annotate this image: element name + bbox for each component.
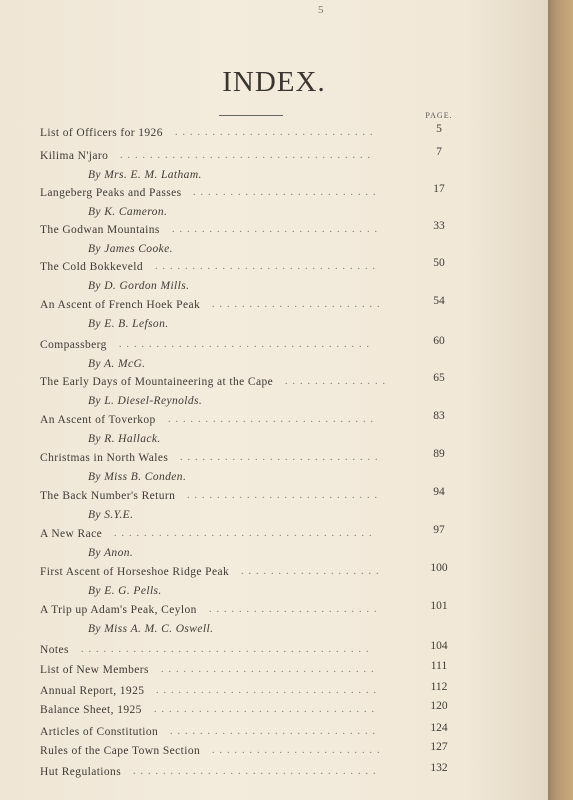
leader-dots: ................................... xyxy=(114,528,377,539)
leader-dots: ........................... xyxy=(175,127,378,138)
entry-author: By Miss A. M. C. Oswell. xyxy=(88,623,214,635)
entry-title: An Ascent of Toverkop xyxy=(40,414,156,426)
leader-dots: ....................... xyxy=(212,299,385,310)
leader-dots: .............................. xyxy=(155,261,380,272)
entry-title: Kilima N'jaro xyxy=(40,150,109,162)
entry-page-number: 7 xyxy=(436,146,442,158)
entry-title: A New Race xyxy=(40,528,103,540)
entry-page-number: 94 xyxy=(433,486,445,498)
entry-page-number: 127 xyxy=(430,741,448,753)
entry-title: Rules of the Cape Town Section xyxy=(40,745,201,757)
entry-author: By James Cooke. xyxy=(88,243,173,255)
entry-title: First Ascent of Horseshoe Ridge Peak xyxy=(40,566,230,578)
leader-dots: ............................. xyxy=(161,664,379,675)
entry-title: A Trip up Adam's Peak, Ceylon xyxy=(40,604,197,616)
entry-page-number: 54 xyxy=(433,295,445,307)
entry-title: List of Officers for 1926 xyxy=(40,127,163,139)
entry-title: Notes xyxy=(40,644,69,656)
entry-page-number: 60 xyxy=(433,335,445,347)
entry-author: By S.Y.E. xyxy=(88,509,134,521)
page-title: INDEX. xyxy=(222,66,326,98)
folio-number: 5 xyxy=(318,4,324,16)
entry-author: By R. Hallack. xyxy=(88,433,161,445)
leader-dots: .............................. xyxy=(154,704,379,715)
entry-title: Langeberg Peaks and Passes xyxy=(40,187,182,199)
entry-page-number: 132 xyxy=(430,762,448,774)
leader-dots: .................................. xyxy=(120,150,375,161)
leader-dots: ....................... xyxy=(212,745,385,756)
entry-title: The Godwan Mountains xyxy=(40,224,160,236)
leader-dots: .......................... xyxy=(187,490,382,501)
leader-dots: .................................. xyxy=(119,339,374,350)
entry-title: Articles of Constitution xyxy=(40,726,159,738)
entry-author: By A. McG. xyxy=(88,358,146,370)
entry-title: Compassberg xyxy=(40,339,107,351)
entry-page-number: 104 xyxy=(430,640,448,652)
entry-page-number: 50 xyxy=(433,257,445,269)
entry-title: Balance Sheet, 1925 xyxy=(40,704,142,716)
entry-page-number: 120 xyxy=(430,700,448,712)
entry-page-number: 89 xyxy=(433,448,445,460)
entry-page-number: 97 xyxy=(433,524,445,536)
entry-page-number: 17 xyxy=(433,183,445,195)
book-spine xyxy=(548,0,573,800)
leader-dots: ................... xyxy=(241,566,384,577)
entry-title: The Back Number's Return xyxy=(40,490,176,502)
entry-title: Hut Regulations xyxy=(40,766,122,778)
entry-page-number: 112 xyxy=(430,681,448,693)
leader-dots: ............................ xyxy=(168,414,378,425)
entry-author: By L. Diesel-Reynolds. xyxy=(88,395,203,407)
entry-page-number: 33 xyxy=(433,220,445,232)
entry-author: By Miss B. Conden. xyxy=(88,471,187,483)
entry-author: By E. B. Lefson. xyxy=(88,318,169,330)
entry-title: The Early Days of Mountaineering at the Cape xyxy=(40,376,274,388)
leader-dots: ......................... xyxy=(193,187,381,198)
leader-dots: ............................ xyxy=(170,726,380,737)
leader-dots: ............................ xyxy=(172,224,382,235)
entry-title: Christmas in North Wales xyxy=(40,452,169,464)
entry-author: By E. G. Pells. xyxy=(88,585,162,597)
entry-title: The Cold Bokkeveld xyxy=(40,261,144,273)
entry-page-number: 101 xyxy=(430,600,448,612)
entry-page-number: 100 xyxy=(430,562,448,574)
leader-dots: .............. xyxy=(285,376,390,387)
entry-title: Annual Report, 1925 xyxy=(40,685,145,697)
entry-page-number: 111 xyxy=(430,660,448,672)
page-column-label: PAGE. xyxy=(425,111,453,120)
leader-dots: ....................................... xyxy=(81,644,374,655)
title-rule xyxy=(219,115,283,116)
entry-title: An Ascent of French Hoek Peak xyxy=(40,299,201,311)
entry-page-number: 83 xyxy=(433,410,445,422)
entry-author: By Mrs. E. M. Latham. xyxy=(88,169,202,181)
entry-title: List of New Members xyxy=(40,664,149,676)
leader-dots: ........................... xyxy=(180,452,383,463)
entry-page-number: 124 xyxy=(430,722,448,734)
leader-dots: ................................. xyxy=(133,766,381,777)
entry-page-number: 65 xyxy=(433,372,445,384)
entry-author: By Anon. xyxy=(88,547,134,559)
leader-dots: .............................. xyxy=(156,685,381,696)
entry-author: By K. Cameron. xyxy=(88,206,168,218)
entry-page-number: 5 xyxy=(436,123,442,135)
leader-dots: ....................... xyxy=(209,604,382,615)
entry-author: By D. Gordon Mills. xyxy=(88,280,190,292)
